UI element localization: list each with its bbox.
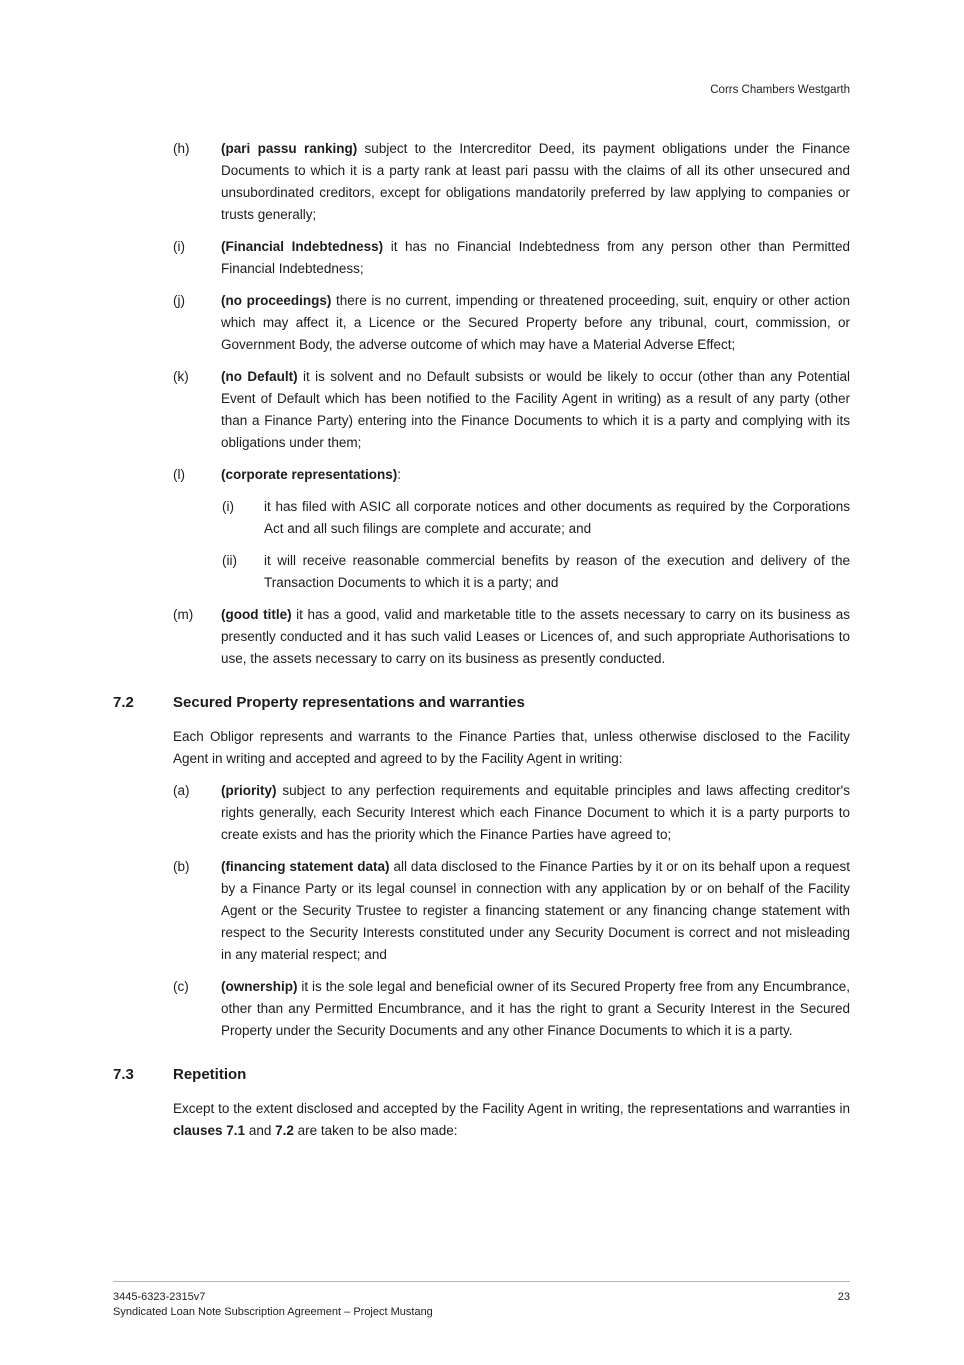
clause-label: (m) [173, 607, 194, 622]
defined-term: (priority) [221, 783, 277, 798]
clause-item-m [173, 604, 850, 670]
page-number: 23 [837, 1291, 850, 1303]
defined-term: (no Default) [221, 369, 298, 384]
defined-term: (good title) [221, 607, 292, 622]
subclause-text: it has filed with ASIC all corporate notices and other documents as required by the Corporations Act and all such filings are complete and accurate; and [264, 499, 850, 536]
clause-body-text: : [397, 467, 402, 482]
clause-text [221, 464, 850, 486]
clause-item-j [173, 290, 850, 356]
section-heading-7-3 [113, 1064, 850, 1086]
clause-body-text: it is the sole legal and beneficial owner of its Secured Property free from any Encumbrance, other than any Permitted Encumbrance, and it has the right to grant a Security Interest in the Secured Property under the Security Documents and any other Finance Documents to which it is a party. [221, 979, 850, 1038]
clause-body-text: there is no current, impending or threatened proceeding, suit, enquiry or other action which may affect it, a Licence or the Secured Property before any tribunal, court, commission, or Government Body, the adverse outcome of which may have a Material Adverse Effect; [221, 293, 850, 352]
clause-body-text: all data disclosed to the Finance Parties by it or on its behalf upon a request by a Finance Party or its legal counsel in connection with any application by or on behalf of the Facility Agent or the Security Trustee to register a financing statement or any financing change statement with respect to the Security Interests constituted under any Security Document is correct and not misleading in any material respect; and [221, 859, 850, 962]
clause-body-text: it is solvent and no Default subsists or would be likely to occur (other than any Potential Event of Default which has been notified to the Facility Agent in writing) as a result of any party (other than a Finance Party) entering into the Finance Documents to which it is a party and complying with its obligations under them; [221, 369, 851, 450]
clause-body-text: it has a good, valid and marketable title to the assets necessary to carry on its business as presently conducted and it has such valid Leases or Licences of, and such appropriate Authorisations to use, the assets necessary to carry on its business as presently conducted. [221, 607, 850, 666]
clause-label: (l) [173, 467, 185, 482]
clause-text [221, 604, 850, 670]
clause-text [221, 366, 850, 454]
clause-body-text: it has no Financial Indebtedness from any person other than Permitted Financial Indebtedness; [221, 239, 850, 276]
section-title: Secured Property representations and warranties [173, 694, 525, 711]
clause-label: (k) [173, 369, 189, 384]
text-segment: and [245, 1123, 276, 1138]
clause-text [221, 856, 850, 966]
clause-reference: 7.2 [275, 1123, 294, 1138]
footer-bottom-row [113, 1305, 850, 1320]
clause-reference: clauses 7.1 [173, 1123, 246, 1138]
subclause-label: (i) [222, 499, 234, 514]
clause-text [221, 976, 850, 1042]
clause-text [221, 138, 850, 226]
clause-text [221, 290, 850, 356]
defined-term: (financing statement data) [221, 859, 390, 874]
section-heading-7-2 [113, 692, 850, 714]
document-title: Syndicated Loan Note Subscription Agreement – Project Mustang [113, 1306, 433, 1318]
defined-term: (pari passu ranking) [221, 141, 358, 156]
clause-item-c [173, 976, 850, 1042]
clause-label: (h) [173, 141, 190, 156]
footer-top-row [113, 1290, 850, 1305]
repetition-paragraph [173, 1098, 850, 1142]
document-reference: 3445-6323-2315v7 [113, 1291, 206, 1303]
clause-item-i [173, 236, 850, 280]
defined-term: (ownership) [221, 979, 298, 994]
page-header [113, 84, 850, 96]
clause-label: (i) [173, 239, 185, 254]
clause-body-text: subject to the Intercreditor Deed, its payment obligations under the Finance Documents to which it is a party rank at least pari passu with the claims of all its other unsecured and unsubordinated creditors, except for obligations mandatorily preferred by law applying to companies or trusts generally; [221, 141, 850, 222]
subclause-label: (ii) [222, 553, 237, 568]
text-segment: Except to the extent disclosed and accepted by the Facility Agent in writing, the representations and warranties in [173, 1101, 850, 1116]
clause-item-l [173, 464, 850, 486]
defined-term: (corporate representations) [221, 467, 398, 482]
clause-label: (j) [173, 293, 185, 308]
clause-text [221, 780, 850, 846]
defined-term: (Financial Indebtedness) [221, 239, 384, 254]
clause-body-text: subject to any perfection requirements and equitable principles and laws affecting creditor's rights generally, each Security Interest which each Finance Document to which it is a party purports to create exists and has the priority which the Finance Parties have agreed to; [221, 783, 850, 842]
section-number: 7.2 [113, 694, 134, 711]
clause-item-h [173, 138, 850, 226]
text-segment: are taken to be also made: [293, 1123, 458, 1138]
clause-label: (b) [173, 859, 190, 874]
section-number: 7.3 [113, 1066, 134, 1083]
clause-item-a [173, 780, 850, 846]
firm-name: Corrs Chambers Westgarth [710, 84, 850, 96]
page-footer [113, 1281, 850, 1320]
section-7-2-intro: Each Obligor represents and warrants to the Finance Parties that, unless otherwise disclosed to the Facility Agent in writing and accepted and agreed to by the Facility Agent in writing: [173, 729, 850, 766]
document-body [113, 138, 850, 1152]
clause-text [221, 236, 850, 280]
clause-item-b [173, 856, 850, 966]
section-title: Repetition [173, 1066, 247, 1083]
defined-term: (no proceedings) [221, 293, 332, 308]
clause-item-k [173, 366, 850, 454]
clause-label: (c) [173, 979, 189, 994]
clause-label: (a) [173, 783, 190, 798]
subclause-item-i [222, 496, 850, 540]
subclause-text: it will receive reasonable commercial benefits by reason of the execution and delivery of the Transaction Documents to which it is a party; and [264, 553, 850, 590]
subclause-item-ii [222, 550, 850, 594]
